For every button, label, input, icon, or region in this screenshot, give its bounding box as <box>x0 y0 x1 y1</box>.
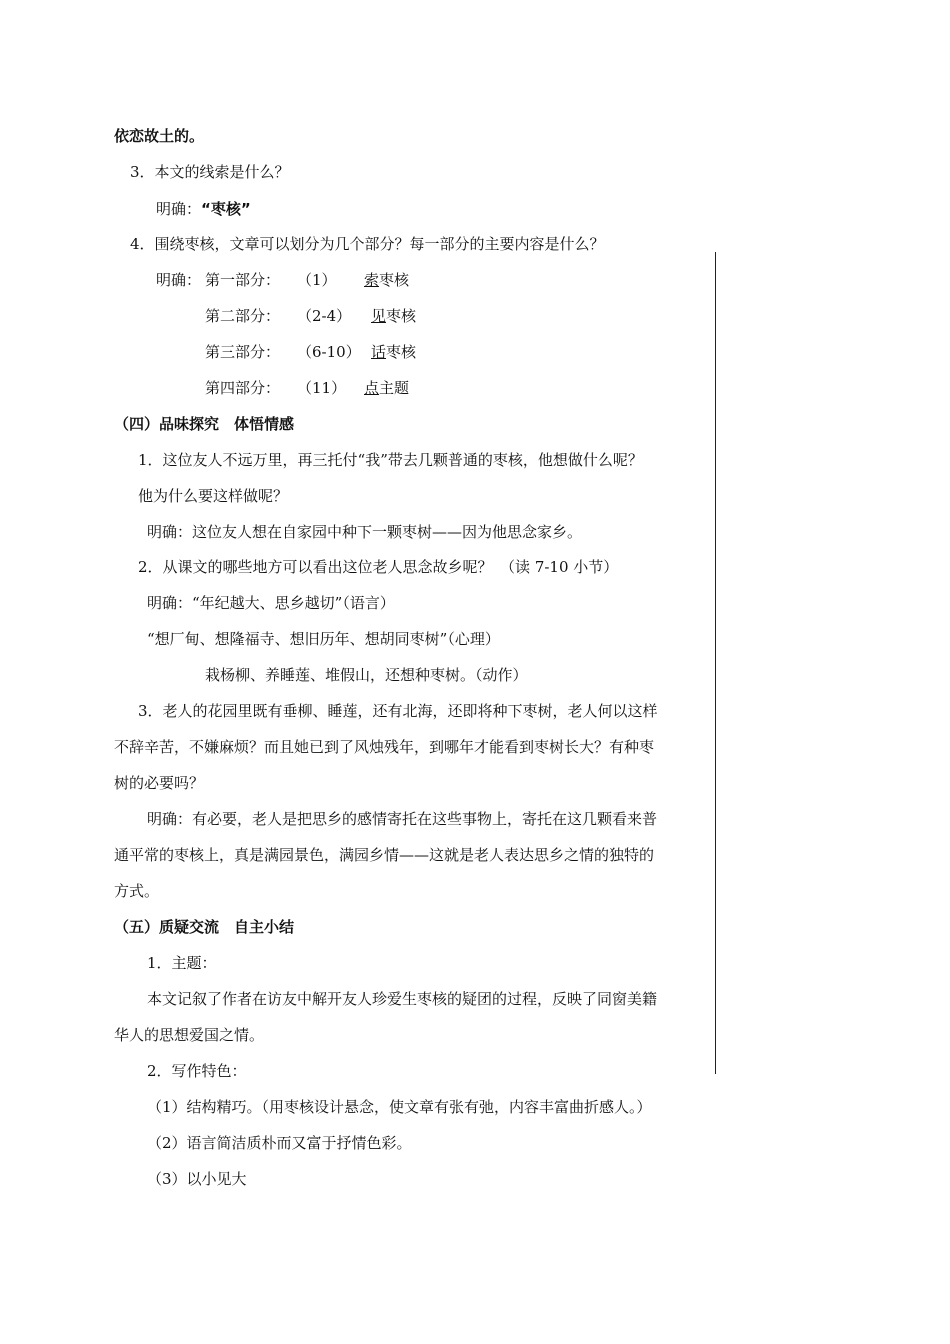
part-2-content <box>371 306 416 326</box>
part-3-content <box>371 342 416 362</box>
s4-a3-line3: 方式。 <box>114 882 160 900</box>
s4-a3-line2: 通平常的枣核上，真是满园景色，满园乡情——这就是老人表达思乡之情的独特的 <box>114 846 655 864</box>
part-1-name: 第一部分： <box>205 271 281 289</box>
intro-end: 依恋故土的。 <box>114 127 205 145</box>
part-3-key: 话 <box>371 343 387 361</box>
part-2-name: 第二部分： <box>205 307 281 325</box>
s5-feature-2: （2）语言简洁质朴而又富于抒情色彩。 <box>147 1134 412 1152</box>
margin-rule <box>715 252 716 1074</box>
part-1-rest: 枣核 <box>379 271 410 289</box>
s4-a2-line1: 明确：“年纪越大、思乡越切”（语言） <box>147 594 395 612</box>
q3-answer <box>156 199 251 219</box>
s4-a2-line3: 栽杨柳、养睡莲、堆假山，还想种枣树。（动作） <box>205 666 528 684</box>
part-3-rest: 枣核 <box>386 343 417 361</box>
s4-q3-line3: 树的必要吗？ <box>114 774 205 792</box>
part-2-key: 见 <box>371 307 387 325</box>
s5-theme-label: 1．主题： <box>147 954 217 972</box>
part-1-key: 索 <box>364 271 380 289</box>
s5-theme-line1: 本文记叙了作者在访友中解开友人珍爱生枣核的疑团的过程，反映了同窗美籍 <box>147 990 658 1008</box>
s4-q3-line1: 3．老人的花园里既有垂柳、睡莲，还有北海，还即将种下枣树，老人何以这样 <box>138 702 658 720</box>
q3-question: 3．本文的线索是什么？ <box>130 163 290 181</box>
s4-a2-line2: “想厂甸、想隆福寺、想旧历年、想胡同枣树”（心理） <box>147 630 500 648</box>
part-4-rest: 主题 <box>379 379 410 397</box>
answer-prefix: 明确： <box>156 200 202 218</box>
part-4-content <box>364 378 409 398</box>
s4-a3-line1: 明确：有必要，老人是把思乡的感情寄托在这些事物上，寄托在这几颗看来普 <box>147 810 658 828</box>
s4-q1-line2: 他为什么要这样做呢？ <box>138 487 289 505</box>
part-1-range: （1） <box>297 271 337 289</box>
q4-answer-prefix: 明确： <box>156 271 202 289</box>
part-4-key: 点 <box>364 379 380 397</box>
q3-answer-text: “枣核” <box>201 200 251 218</box>
s5-features-label: 2．写作特色： <box>147 1062 247 1080</box>
part-3-range: （6-10） <box>297 343 361 361</box>
part-4-name: 第四部分： <box>205 379 281 397</box>
s4-q2: 2．从课文的哪些地方可以看出这位老人思念故乡呢？ （读 7-10 小节） <box>138 558 619 576</box>
s4-q1-line1: 1．这位友人不远万里，再三托付“我”带去几颗普通的枣核，他想做什么呢？ <box>138 451 643 469</box>
q4-question: 4．围绕枣核，文章可以划分为几个部分？每一部分的主要内容是什么？ <box>130 235 605 253</box>
s5-theme-line2: 华人的思想爱国之情。 <box>114 1026 265 1044</box>
part-3-name: 第三部分： <box>205 343 281 361</box>
part-4-range: （11） <box>297 379 347 397</box>
part-2-range: （2-4） <box>297 307 352 325</box>
section-5-heading: （五）质疑交流 自主小结 <box>114 918 295 936</box>
s5-feature-1: （1）结构精巧。（用枣核设计悬念，使文章有张有弛，内容丰富曲折感人。） <box>147 1098 652 1116</box>
s5-feature-3: （3）以小见大 <box>147 1170 247 1188</box>
s4-a1: 明确：这位友人想在自家园中种下一颗枣树——因为他思念家乡。 <box>147 523 583 541</box>
s4-q3-line2: 不辞辛苦，不嫌麻烦？而且她已到了风烛残年，到哪年才能看到枣树长大？有种枣 <box>114 738 655 756</box>
part-1-content <box>364 270 409 290</box>
section-4-heading: （四）品味探究 体悟情感 <box>114 415 295 433</box>
part-2-rest: 枣核 <box>386 307 417 325</box>
